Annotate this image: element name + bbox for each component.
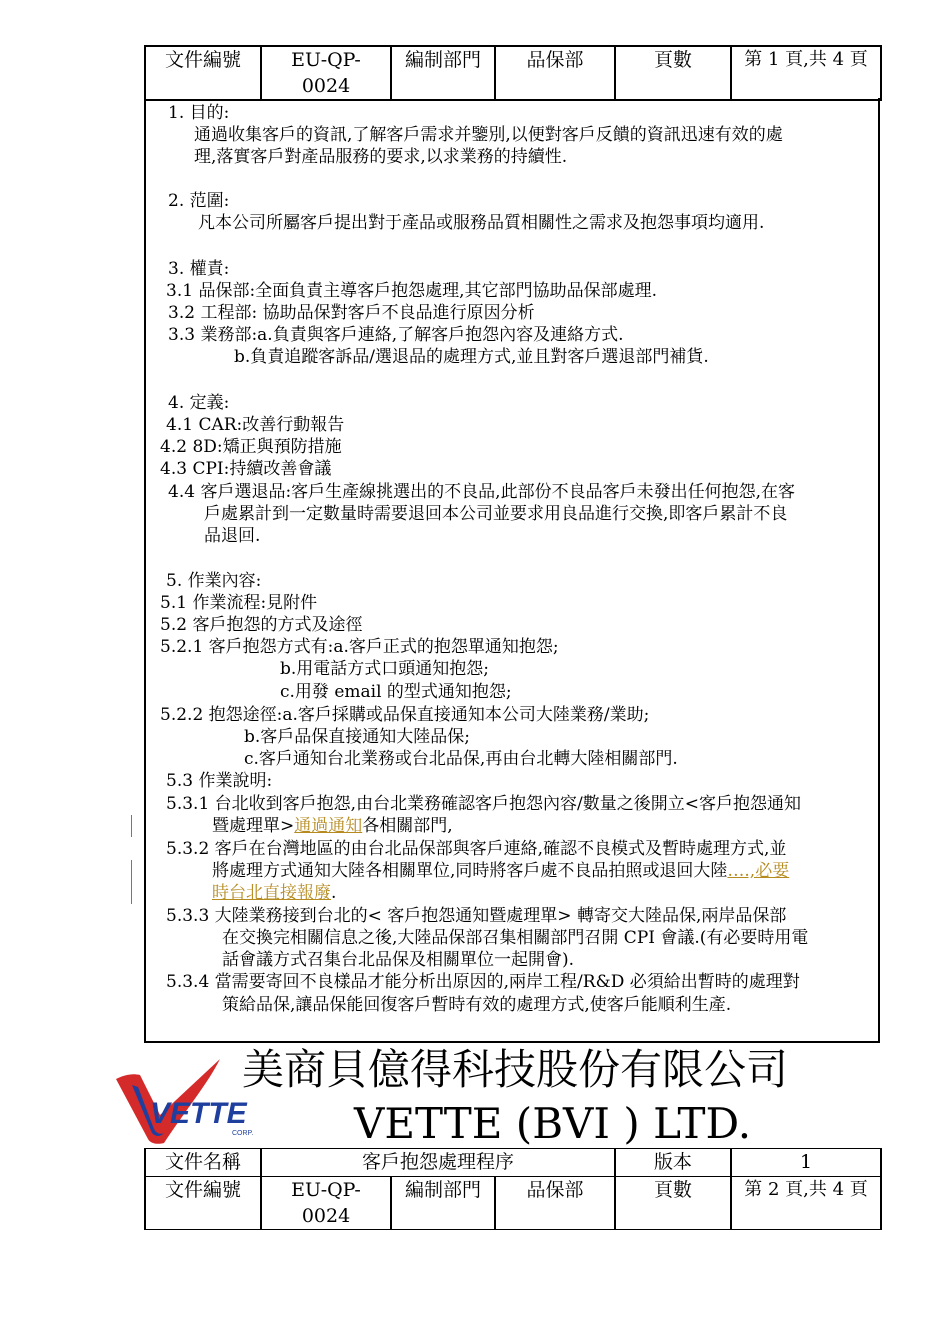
- section-1-title: 1. 目的:: [168, 103, 230, 123]
- text-line: 3.2 工程部: 協助品保對客戶不良品進行原因分析: [168, 303, 535, 323]
- text-line: c.客戶通知台北業務或台北品保,再由台北轉大陸相關部門.: [244, 749, 678, 769]
- text-line: 5.3 作業說明:: [166, 771, 273, 791]
- text-line: 通過收集客戶的資訊,了解客戶需求并鑒別,以便對客戶反饋的資訊迅速有效的處: [194, 125, 783, 145]
- doc-no-value: EU-QP- 0024: [261, 1177, 391, 1230]
- text-line: 5.2 客戶抱怨的方式及途徑: [160, 615, 363, 635]
- section-3-title: 3. 權責:: [168, 259, 230, 279]
- section-2-title: 2. 范圍:: [168, 191, 230, 211]
- text-line: c.用發 email 的型式通知抱怨;: [280, 682, 512, 702]
- text-line: b.負責追蹤客訴品/選退品的處理方式,並且對客戶選退部門補貨.: [234, 347, 709, 367]
- logo-subtext: CORP.: [232, 1130, 254, 1137]
- logo-text: VETTE: [150, 1097, 247, 1130]
- text-line: 4.1 CAR:改善行動報告: [166, 415, 345, 435]
- pages-value: 第 2 頁,共 4 頁: [731, 1177, 881, 1230]
- text-line: 5.3.2 客戶在台灣地區的由台北品保部與客戶連絡,確認不良模式及暫時處理方式,並: [166, 839, 787, 859]
- text-line: 暨處理單>通過通知各相關部門,: [212, 816, 453, 836]
- company-name-en: VETTE (BVI ) LTD.: [354, 1099, 752, 1148]
- dept-label: 編制部門: [391, 1177, 495, 1230]
- dept-value: 品保部: [495, 46, 615, 100]
- section-4-title: 4. 定義:: [168, 393, 230, 413]
- pages-label: 頁數: [615, 1177, 731, 1230]
- doc-no-label: 文件編號: [145, 46, 261, 100]
- header-table-page2: [144, 1148, 882, 1230]
- doc-name-label: 文件名稱: [145, 1149, 261, 1177]
- change-bar: [131, 860, 132, 904]
- text-line: 將處理方式通知大陸各相關單位,同時將客戶處不良品拍照或退回大陸….,必要: [212, 861, 790, 881]
- text-line: 策給品保,讓品保能回復客戶暫時有效的處理方式,使客戶能順利生產.: [222, 995, 732, 1015]
- text-line: 話會議方式召集台北品保及相關單位一起開會).: [222, 950, 575, 970]
- section-5-title: 5. 作業內容:: [166, 571, 262, 591]
- text-line: 理,落實客戶對產品服務的要求,以求業務的持續性.: [194, 147, 568, 167]
- dept-label: 編制部門: [391, 46, 495, 100]
- text-line: 5.3.4 當需要寄回不良樣品才能分析出原因的,兩岸工程/R&D 必須給出暫時的處理對: [166, 972, 800, 992]
- doc-no-value: EU-QP- 0024: [261, 46, 391, 100]
- text-line: 4.4 客戶選退品:客戶生產線挑選出的不良品,此部份不良品客戶未發出任何抱怨,在客: [168, 482, 795, 502]
- pages-value: 第 1 頁,共 4 頁: [731, 46, 881, 100]
- text-line: 3.1 品保部:全面負責主導客戶抱怨處理,其它部門協助品保部處理.: [166, 281, 657, 301]
- text-line: 5.3.3 大陸業務接到台北的< 客戶抱怨通知暨處理單> 轉寄交大陸品保,兩岸品保部: [166, 906, 787, 926]
- doc-no-label: 文件編號: [145, 1177, 261, 1230]
- text-line: b.用電話方式口頭通知抱怨;: [280, 659, 490, 679]
- text-line: 在交換完相關信息之後,大陸品保部召集相關部門召開 CPI 會議.(有必要時用電: [222, 928, 809, 948]
- text-line: 3.3 業務部:a.負責與客戶連絡,了解客戶抱怨內容及連絡方式.: [168, 325, 624, 345]
- version-label: 版本: [615, 1149, 731, 1177]
- text-line: 4.2 8D:矯正與預防措施: [160, 437, 342, 457]
- pages-label: 頁數: [615, 46, 731, 100]
- text-line: 5.3.1 台北收到客戶抱怨,由台北業務確認客戶抱怨內容/數量之後開立<客戶抱怨通知: [166, 794, 802, 814]
- doc-name-value: 客戶抱怨處理程序: [261, 1149, 615, 1177]
- text-line: 5.1 作業流程:見附件: [160, 593, 318, 613]
- vette-logo: [112, 1055, 260, 1147]
- text-line: 時台北直接報廢.: [212, 883, 337, 903]
- change-bar: [131, 815, 132, 837]
- text-line: 5.2.2 抱怨途徑:a.客戶採購或品保直接通知本公司大陸業務/業助;: [160, 705, 650, 725]
- header-table-page1: [144, 45, 882, 101]
- company-name-zh: 美商貝億得科技股份有限公司: [242, 1045, 789, 1094]
- text-line: 4.3 CPI:持續改善會議: [160, 459, 332, 479]
- version-value: 1: [731, 1149, 881, 1177]
- text-line: 品退回.: [204, 526, 261, 546]
- text-line: b.客戶品保直接通知大陸品保;: [244, 727, 471, 747]
- text-line: 戶處累計到一定數量時需要退回本公司並要求用良品進行交換,即客戶累計不良: [204, 504, 788, 524]
- text-line: 凡本公司所屬客戶提出對于產品或服務品質相關性之需求及抱怨事項均適用.: [198, 213, 765, 233]
- text-line: 5.2.1 客戶抱怨方式有:a.客戶正式的抱怨單通知抱怨;: [160, 637, 559, 657]
- dept-value: 品保部: [495, 1177, 615, 1230]
